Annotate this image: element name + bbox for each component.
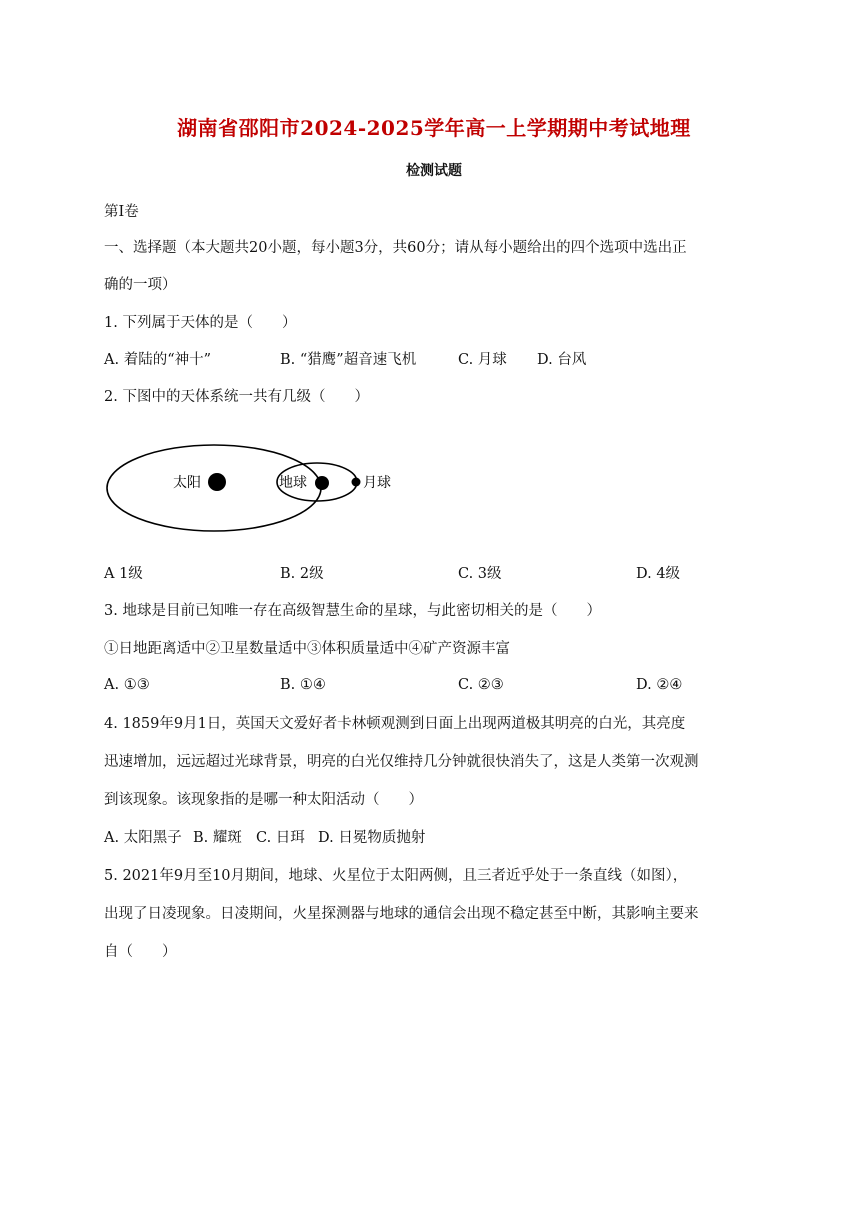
question-3-option-c: C. ②③ xyxy=(458,677,504,693)
sun-label: 太阳 xyxy=(173,475,201,491)
volume-label: 第Ⅰ卷 xyxy=(104,204,139,220)
question-4-stem-line-2: 迅速增加，远远超过光球背景，明亮的白光仅维持几分钟就很快消失了，这是人类第一次观测 xyxy=(104,754,699,770)
moon-dot xyxy=(352,478,361,487)
question-1-option-c: C. 月球 xyxy=(458,352,507,368)
question-3-option-a: A. ①③ xyxy=(104,677,150,693)
question-2-stem: 2. 下图中的天体系统一共有几级（ ） xyxy=(104,389,369,405)
question-4-stem-line-1: 4. 1859年9月1日，英国天文爱好者卡林顿观测到日面上出现两道极其明亮的白光，其亮度 xyxy=(104,716,686,732)
question-1-option-b: B. “猎鹰”超音速飞机 xyxy=(280,352,417,368)
section-heading-line-2: 确的一项） xyxy=(104,277,177,293)
earth-dot xyxy=(315,476,329,490)
question-5-stem-line-3: 自（ ） xyxy=(104,944,177,960)
question-4-option-d: D. 日冕物质抛射 xyxy=(318,830,426,846)
question-4-stem-line-3: 到该现象。该现象指的是哪一种太阳活动（ ） xyxy=(104,792,423,808)
moon-label: 月球 xyxy=(363,475,391,491)
question-2-option-c: C. 3级 xyxy=(458,566,502,582)
sun-dot xyxy=(208,473,226,491)
question-3-stem: 3. 地球是目前已知唯一存在高级智慧生命的星球，与此密切相关的是（ ） xyxy=(104,603,601,619)
question-2-option-b: B. 2级 xyxy=(280,566,324,582)
document-title: 湖南省邵阳市2024-2025学年高一上学期期中考试地理 xyxy=(177,116,691,140)
celestial-system-diagram xyxy=(104,442,404,536)
question-3-statements: ①日地距离适中②卫星数量适中③体积质量适中④矿产资源丰富 xyxy=(104,641,510,657)
question-4-option-c: C. 日珥 xyxy=(256,830,305,846)
question-1-option-a: A. 着陆的“神十” xyxy=(104,352,212,368)
document-subtitle: 检测试题 xyxy=(406,163,462,179)
question-4-option-b: B. 耀斑 xyxy=(193,830,242,846)
question-1-stem: 1. 下列属于天体的是（ ） xyxy=(104,315,297,331)
question-5-stem-line-2: 出现了日凌现象。日凌期间，火星探测器与地球的通信会出现不稳定甚至中断，其影响主要来 xyxy=(104,906,699,922)
question-3-option-d: D. ②④ xyxy=(636,677,683,693)
section-heading-line-1: 一、选择题（本大题共20小题，每小题3分，共60分；请从每小题给出的四个选项中选出正 xyxy=(104,240,687,256)
earth-label: 地球 xyxy=(279,475,307,491)
question-4-option-a: A. 太阳黑子 xyxy=(104,830,182,846)
question-5-stem-line-1: 5. 2021年9月至10月期间，地球、火星位于太阳两侧，且三者近乎处于一条直线（如图）， xyxy=(104,868,688,884)
question-3-option-b: B. ①④ xyxy=(280,677,326,693)
question-2-option-a: A 1级 xyxy=(104,566,143,582)
question-1-option-d: D. 台风 xyxy=(537,352,587,368)
question-2-option-d: D. 4级 xyxy=(636,566,681,582)
